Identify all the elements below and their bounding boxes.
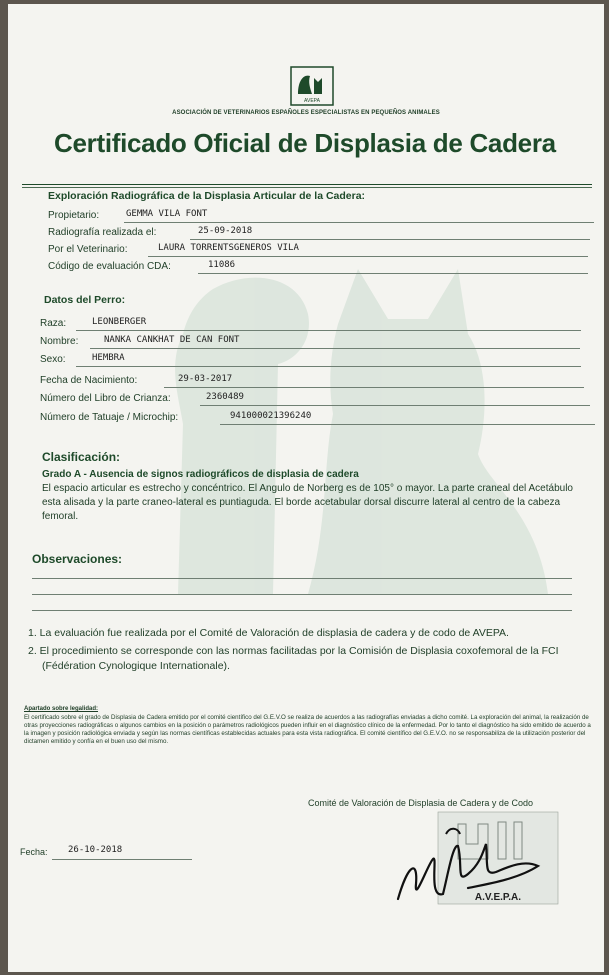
title-divider-secondary — [22, 187, 592, 188]
field-evaluation-code — [48, 260, 236, 272]
date-value: 26-10-2018 — [68, 845, 123, 855]
sex-value: HEMBRA — [92, 353, 125, 363]
observations-heading: Observaciones: — [32, 552, 123, 566]
note-item: 1. La evaluación fue realizada por el Comité de Valoración de displasia de cadera y de codo de AVEPA. — [28, 627, 509, 639]
evaluation-code-value: 11086 — [208, 260, 236, 270]
field-line — [76, 330, 581, 331]
field-line — [90, 348, 580, 349]
avepa-logo-icon — [290, 66, 334, 106]
dog-name-value: NANKA CANKHAT DE CAN FONT — [104, 335, 240, 345]
field-line — [164, 387, 584, 388]
date-field — [20, 845, 123, 857]
field-line — [200, 405, 590, 406]
field-line — [76, 366, 581, 367]
field-birth-date — [40, 374, 233, 386]
dog-heading: Datos del Perro: — [44, 294, 126, 306]
field-label: Radiografía realizada el: — [48, 227, 157, 238]
field-sex — [40, 353, 125, 365]
exploration-heading: Exploración Radiográfica de la Displasia Articular de la Cadera: — [48, 190, 366, 202]
observations-line — [32, 610, 572, 611]
breed-value: LEONBERGER — [92, 317, 147, 327]
classification-grade: Grado A - Ausencia de signos radiográficos de displasia de cadera — [42, 469, 359, 480]
date-line — [52, 859, 192, 860]
signature-stamp-icon — [388, 804, 568, 914]
observations-line — [32, 594, 572, 595]
breeding-book-value: 2360489 — [206, 392, 244, 402]
field-label: Raza: — [40, 318, 67, 329]
field-veterinarian — [48, 243, 299, 255]
certificate-page — [8, 4, 604, 972]
observations-line — [32, 578, 572, 579]
legal-heading: Apartado sobre legalidad: — [24, 706, 99, 712]
field-label: Propietario: — [48, 210, 100, 221]
field-breed — [40, 317, 147, 329]
field-label: Fecha de Nacimiento: — [40, 375, 138, 386]
field-radiograph-date — [48, 226, 253, 238]
veterinarian-value: LAURA TORRENTSGENEROS VILA — [158, 243, 299, 253]
association-name: ASOCIACIÓN DE VETERINARIOS ESPAÑOLES ESPECIALISTAS EN PEQUEÑOS ANIMALES — [172, 110, 440, 116]
field-label: Número del Libro de Crianza: — [40, 393, 171, 404]
logo-text: AVEPA — [304, 98, 320, 104]
legal-text: El certificado sobre el grado de Displasia de Cadera emitido por el comité científico del G.E.V.O se realiza de acuerdos a las radiografías enviadas a dicho comité. La exploración del animal, la realización de otras proyecciones radiográficas o algunos cambios en la posición o parámetros radiológicos pueden influir en el diagnóstico clínico de la enfermedad. Por lo tanto el diagnóstico ha sido emitido de acuerdo a la imagen y posición radiológica enviada y según las normas científicas establecidas actuales para esta vista radiográfica. El comité científico del G.E.V.O. no se responsabiliza de la utilización posterior del dictamen emitido y confía en el buen uso del mismo. — [24, 714, 591, 745]
field-label: Nombre: — [40, 336, 79, 347]
field-line — [198, 273, 588, 274]
field-breeding-book — [40, 392, 244, 404]
date-label: Fecha: — [20, 847, 48, 857]
field-label: Sexo: — [40, 354, 66, 365]
stamp-text: A.V.E.P.A. — [474, 892, 522, 903]
field-line — [190, 239, 590, 240]
notes-list — [28, 626, 573, 677]
field-microchip — [40, 411, 312, 423]
field-line — [148, 256, 588, 257]
dog-cat-watermark — [158, 264, 558, 594]
owner-value: GEMMA VILA FONT — [126, 209, 208, 219]
radiograph-date-value: 25-09-2018 — [198, 226, 253, 236]
title-divider — [22, 184, 592, 185]
classification-heading: Clasificación: — [42, 450, 121, 464]
field-line — [124, 222, 594, 223]
field-name — [40, 335, 240, 347]
page-title: Certificado Oficial de Displasia de Cadera — [54, 128, 556, 158]
field-line — [220, 424, 595, 425]
birth-date-value: 29-03-2017 — [178, 374, 233, 384]
classification-description: El espacio articular es estrecho y concéntrico. El Angulo de Norberg es de 105° o mayor. La parte craneal del Acetábulo esta alisada y la parte craneo-lateral es puntiaguda. El borde acetabular dorsal discurre lateral al centro de la cabeza femoral. — [42, 483, 573, 522]
field-owner — [48, 209, 208, 221]
field-label: Por el Veterinario: — [48, 244, 128, 255]
field-label: Número de Tatuaje / Microchip: — [40, 412, 179, 423]
note-item: 2. El procedimiento se corresponde con las normas facilitadas por la Comisión de Displasia coxofemoral de la FCI (Fédération Cynologique Internationale). — [28, 645, 559, 672]
microchip-value: 941000021396240 — [230, 411, 312, 421]
committee-name: Comité de Valoración de Displasia de Cadera y de Codo — [308, 798, 533, 808]
field-label: Código de evaluación CDA: — [48, 261, 171, 272]
